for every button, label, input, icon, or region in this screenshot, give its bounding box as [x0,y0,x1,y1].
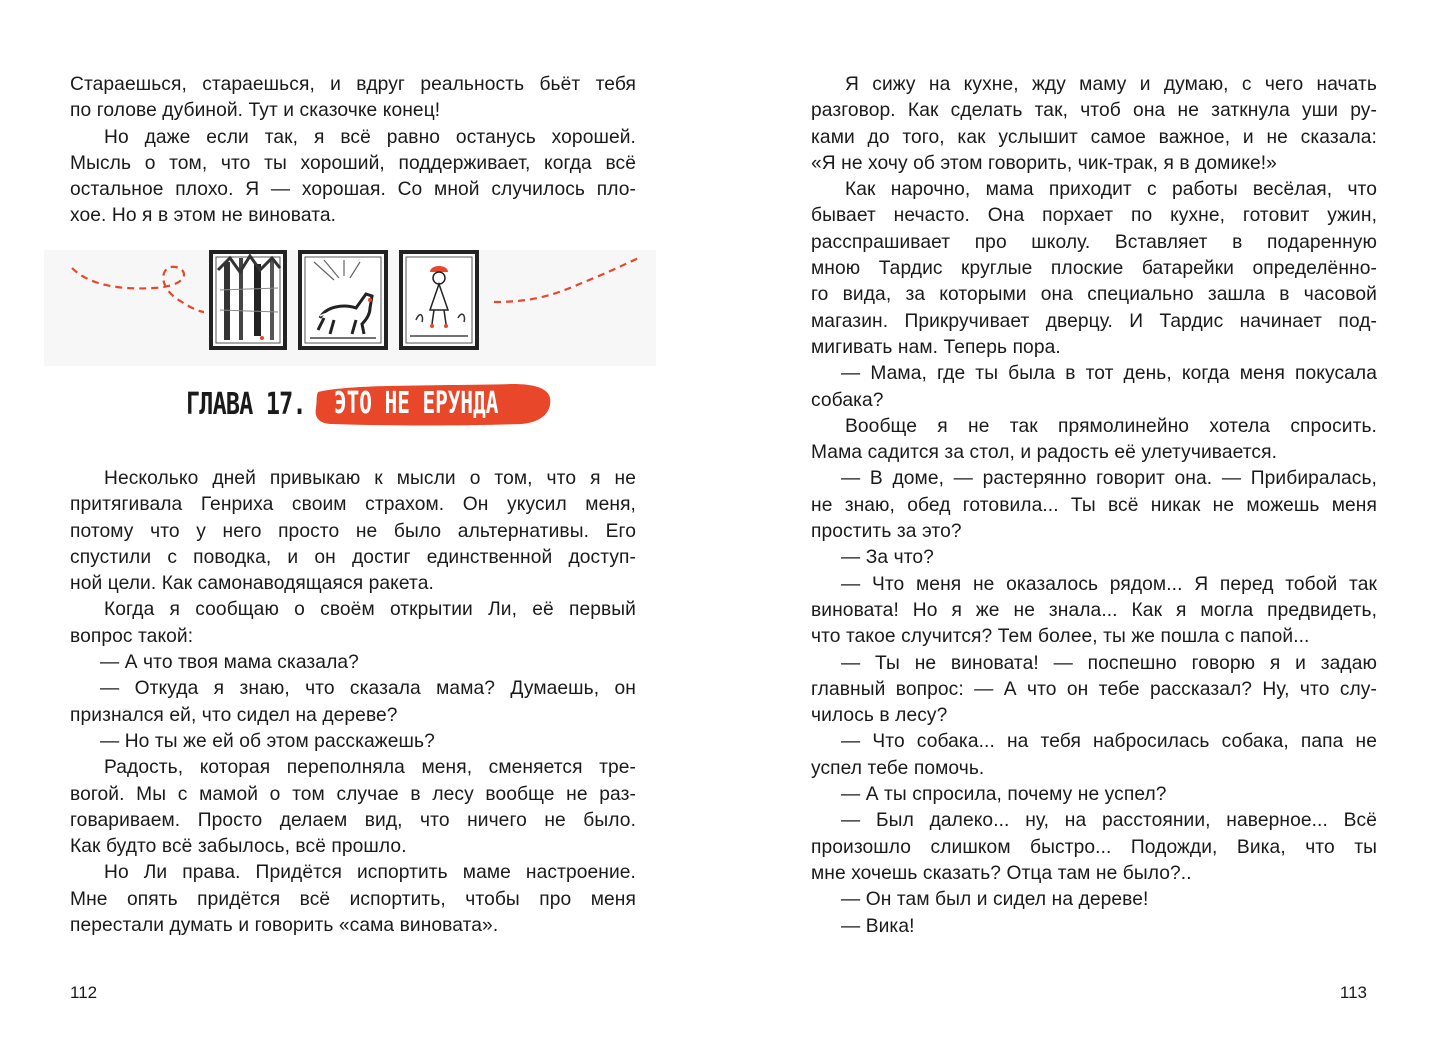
dashed-line-right [494,258,639,302]
text-line: признался ей, что сидел на дереве? [70,704,398,726]
text-line: Я сижу на кухне, жду маму и думаю, с чего начать [845,74,1377,95]
text-line: Но Ли права. Придётся испортить маме настроение. [104,862,636,884]
text-line: что такое случится? Тем более, ты же пошла с папой... [811,626,1310,648]
text-line: Стараешься, стараешься, и вдруг реальность бьёт тебя [70,74,636,95]
page-number: 113 [1339,983,1367,1002]
forest-picture-icon [211,252,285,348]
text-line: Как будто всё забылось, всё прошло. [70,836,407,858]
text-line: — А ты спросила, почему не успел? [841,784,1167,806]
text-line: Вообще я не так прямолинейно хотела спросить. [845,415,1377,437]
right-page-text [811,72,1377,940]
text-line: перестали думать и говорить «сама виновата». [70,915,499,937]
text-line: бывает нечасто. Она порхает по кухне, готовит ужин, [811,205,1377,227]
text-line: не знаю, обед готовила... Ты всё никак не можешь меня [811,494,1377,516]
right-page [723,0,1445,1046]
text-line: Когда я сообщаю о своём открытии Ли, её первый [104,599,636,621]
left-page [0,0,722,1046]
text-line: Радость, которая переполняла меня, сменяется тре- [104,757,636,779]
text-line: ками до того, как услышит самое важное, и не сказала: [811,126,1377,148]
text-line: говариваем. Просто делаем вид, что ничего не было. [70,809,636,831]
girl-picture-icon [401,252,477,348]
text-line: успел тебе помочь. [811,757,985,779]
left-page-top-text [70,72,636,230]
text-line: Но даже если так, я всё равно останусь хорошей. [104,126,636,148]
text-line: вопрос такой: [70,625,194,647]
text-line: — А что твоя мама сказала? [100,652,359,674]
text-line: — Ты не виновата! — поспешно говорю я и задаю [841,652,1377,674]
text-line: потому что у него просто не было альтернативы. Его [70,520,636,542]
text-line: мигивать нам. Теперь пора. [811,336,1061,358]
text-line: простить за это? [811,521,962,543]
text-line: мне хочешь сказать? Отца там не было?.. [811,862,1192,884]
text-line: «Я не хочу об этом говорить, чик-трак, я в домике!» [811,152,1277,174]
text-line: разговор. Как сделать так, чтоб она не заткнула уши ру- [811,100,1377,122]
text-line: — Что меня не оказалось рядом... Я перед тобой так [841,573,1377,595]
text-line: Как нарочно, мама приходит с работы весёлая, что [845,179,1377,201]
text-line: расспрашивает про школу. Вставляет в подаренную [811,231,1377,253]
text-line: главный вопрос: — А что он тебе рассказал? Ну, что слу- [811,678,1377,700]
text-line: произошло слишком быстро... Подожди, Вика, что ты [811,836,1377,858]
left-page-body-text [70,466,636,939]
text-line: магазин. Прикручивает дверцу. И Тардис начинает под- [811,310,1377,332]
text-line: го вида, за которыми она специально зашла в часовой [811,284,1377,306]
chapter-heading [186,378,552,430]
text-line: — Мама, где ты была в тот день, когда меня покусала [841,363,1377,385]
text-line: — Но ты же ей об этом расскажешь? [100,730,435,752]
text-line: спустили с поводка, и он достиг единственной доступ- [70,546,636,568]
text-line: Мне опять придётся всё испортить, чтобы про меня [70,888,636,910]
text-line: хое. Но я в этом не виновата. [70,205,337,227]
text-line: притягивала Генриха своим страхом. Он укусил меня, [70,494,636,516]
dog-picture-icon [300,252,386,348]
text-line: — За что? [841,547,934,569]
text-line: Несколько дней привыкаю к мысли о том, что я не [104,468,636,489]
text-line: чилось в лесу? [811,705,948,727]
text-line: — Он там был и сидел на дереве! [841,889,1149,911]
text-line: — В доме, — растерянно говорит она. — Прибиралась, [841,468,1377,490]
text-line: ной цели. Как самонаводящаяся ракета. [70,573,434,595]
text-line: виновата! Но я же не знала... Как я могла предвидеть, [811,599,1377,621]
text-line: вогой. Мы с мамой о том случае в лесу вообще не раз- [70,783,636,805]
dashed-line-left [72,267,204,312]
chapter-illustration [44,250,656,366]
text-line: Мама садится за стол, и радость её улетучивается. [811,442,1278,464]
text-line: остальное плохо. Я — хорошая. Со мной случилось пло- [70,179,636,201]
illustration-drawing [44,250,656,366]
text-line: мною Тардис круглые плоские батарейки определённо- [811,258,1377,280]
chapter-title: ЭТО НЕ ЕРУНДА [334,386,499,421]
text-line: — Откуда я знаю, что сказала мама? Думаешь, он [100,678,636,700]
text-line: собака? [811,389,884,411]
chapter-number: ГЛАВА 17. [186,386,306,422]
text-line: Мысль о том, что ты хороший, поддерживает, когда всё [70,152,636,174]
text-line: — Что собака... на тебя набросилась собака, папа не [841,731,1377,753]
page-number: 112 [70,983,98,1002]
text-line: — Был далеко... ну, на расстоянии, наверное... Всё [841,810,1377,832]
chapter-title-badge [312,378,552,430]
text-line: — Вика! [841,915,915,937]
text-line: по голове дубиной. Тут и сказочке конец! [70,100,441,122]
